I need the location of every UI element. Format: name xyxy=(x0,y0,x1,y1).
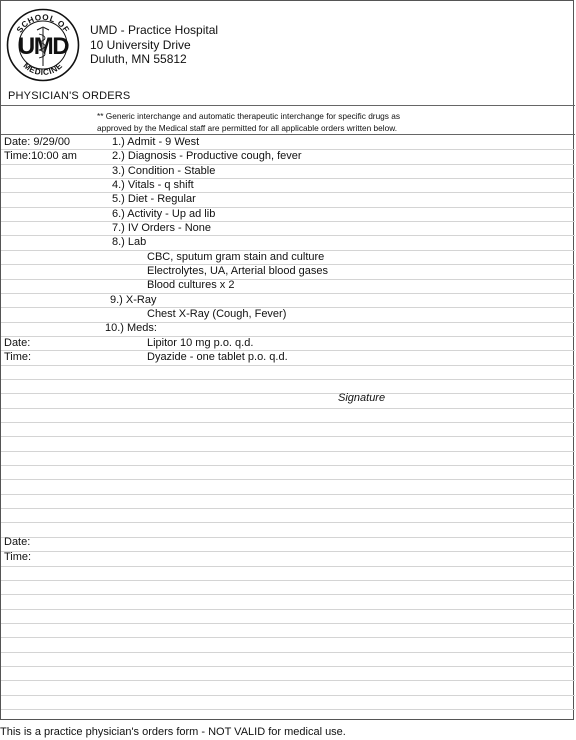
hospital-name: UMD - Practice Hospital xyxy=(90,23,219,37)
order-item: 1.) Admit - 9 West xyxy=(112,136,200,148)
med-item: Dyazide - one tablet p.o. q.d. xyxy=(147,351,288,364)
ruled-line xyxy=(1,695,575,696)
lab-item: CBC, sputum gram stain and culture xyxy=(147,250,325,263)
ruled-line xyxy=(1,709,575,710)
order-item: 8.) Lab xyxy=(112,236,147,249)
hospital-address-line2: Duluth, MN 55812 xyxy=(90,52,187,66)
entry1-time[interactable]: Time:10:00 am xyxy=(4,150,77,163)
ruled-line xyxy=(1,408,575,409)
order-row xyxy=(1,336,575,350)
signature-label[interactable]: Signature xyxy=(338,392,386,404)
order-row xyxy=(1,264,575,278)
order-row xyxy=(1,221,575,235)
notice-line2: approved by the Medical staff are permitted for all applicable orders written below. xyxy=(97,122,398,133)
school-of-medicine-logo xyxy=(6,8,80,82)
order-row xyxy=(1,250,575,264)
ruled-line xyxy=(1,451,575,452)
form-title: PHYSICIAN'S ORDERS xyxy=(8,90,131,102)
ruled-line xyxy=(1,551,575,552)
entry2-date[interactable]: Date: xyxy=(4,336,31,349)
ruled-line xyxy=(1,365,575,366)
ruled-line xyxy=(1,623,575,624)
logo-text-top: SCHOOL OF xyxy=(14,12,72,35)
order-row xyxy=(1,278,575,292)
ruled-line xyxy=(1,652,575,653)
hospital-address-line1: 10 University Drive xyxy=(90,37,191,52)
hospital-info xyxy=(90,23,218,67)
meds-label: 10.) Meds: xyxy=(105,322,157,335)
order-row xyxy=(1,149,575,163)
ruled-line xyxy=(1,494,575,495)
order-item: 3.) Condition - Stable xyxy=(112,164,216,177)
ruled-line xyxy=(1,580,575,581)
ruled-line xyxy=(1,680,575,681)
ruled-line xyxy=(1,594,575,595)
ruled-line xyxy=(1,465,575,466)
ruled-line xyxy=(1,666,575,667)
order-item: 5.) Diet - Regular xyxy=(112,193,196,206)
order-row xyxy=(1,178,575,192)
order-row xyxy=(1,207,575,221)
ruled-line xyxy=(1,479,575,480)
xray-label: 9.) X-Ray xyxy=(110,293,157,306)
notice-line1: ** Generic interchange and automatic therapeutic interchange for specific drugs as xyxy=(97,111,401,121)
xray-item: Chest X-Ray (Cough, Fever) xyxy=(147,308,287,321)
entry3-time[interactable]: Time: xyxy=(4,551,32,563)
order-row xyxy=(1,235,575,249)
med-item: Lipitor 10 mg p.o. q.d. xyxy=(147,336,254,349)
order-row xyxy=(1,164,575,178)
ruled-line xyxy=(1,508,575,509)
ruled-line xyxy=(1,522,575,523)
logo-text-bottom: MEDICINE xyxy=(21,60,65,78)
entry3-date[interactable]: Date: xyxy=(4,536,31,548)
lab-item: Electrolytes, UA, Arterial blood gases xyxy=(147,265,328,278)
ruled-line xyxy=(1,637,575,638)
order-item: 7.) IV Orders - None xyxy=(112,222,212,235)
entry2-time[interactable]: Time: xyxy=(4,351,32,364)
order-row xyxy=(1,307,575,321)
order-rows xyxy=(1,135,575,365)
order-row xyxy=(1,192,575,206)
ruled-line xyxy=(1,379,575,380)
order-row xyxy=(1,135,575,149)
order-item: 2.) Diagnosis - Productive cough, fever xyxy=(112,150,302,163)
interchange-notice xyxy=(97,111,567,134)
entry1-date[interactable]: Date: 9/29/00 xyxy=(4,136,71,148)
logo-letters: UMD xyxy=(17,33,69,60)
ruled-line xyxy=(1,393,575,394)
order-row xyxy=(1,350,575,364)
header-divider xyxy=(1,105,575,106)
ruled-line xyxy=(1,422,575,423)
order-row xyxy=(1,321,575,335)
ruled-line xyxy=(1,537,575,538)
lab-item: Blood cultures x 2 xyxy=(147,279,235,292)
order-item: 6.) Activity - Up ad lib xyxy=(112,207,216,220)
ruled-line xyxy=(1,609,575,610)
footer-disclaimer: This is a practice physician's orders form - NOT VALID for medical use. xyxy=(0,726,346,738)
order-row xyxy=(1,293,575,307)
ruled-line xyxy=(1,566,575,567)
order-item: 4.) Vitals - q shift xyxy=(112,179,194,192)
ruled-line xyxy=(1,436,575,437)
